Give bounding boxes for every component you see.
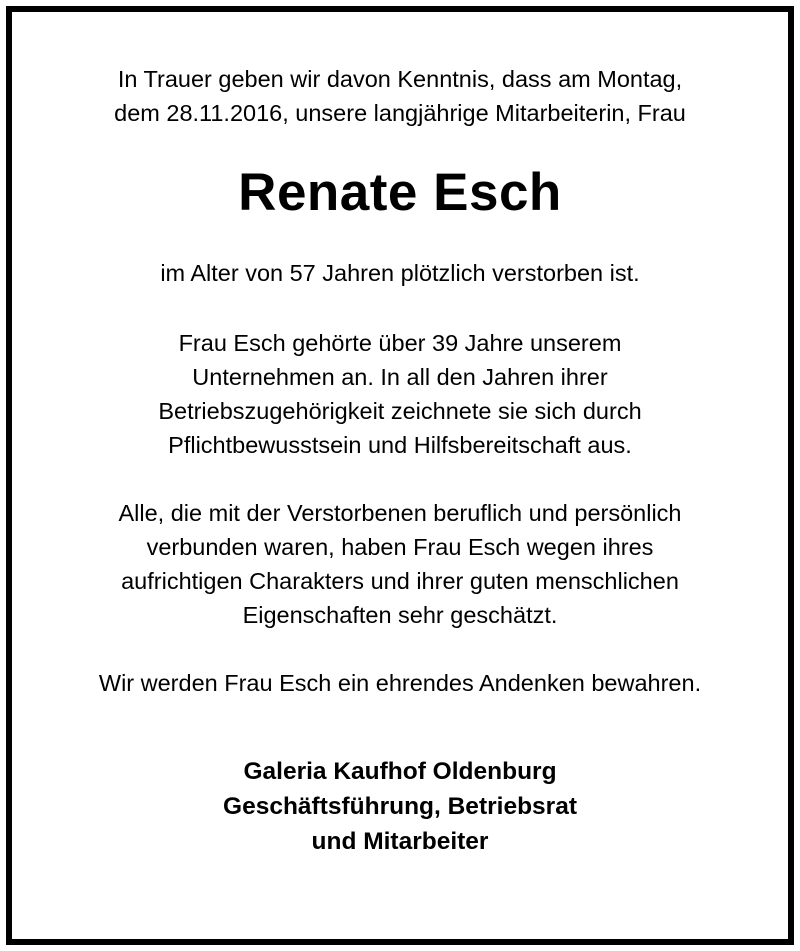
paragraph-line: Alle, die mit der Verstorbenen beruflich und persönlich	[118, 500, 682, 526]
paragraph-line: verbunden waren, haben Frau Esch wegen ihres	[146, 534, 654, 560]
intro-line: In Trauer geben wir davon Kenntnis, dass am Montag,	[117, 66, 683, 92]
paragraph-line: Frau Esch gehörte über 39 Jahre unserem	[178, 330, 622, 356]
paragraph-line: Eigenschaften sehr geschätzt.	[242, 602, 558, 628]
intro-line: dem 28.11.2016, unsere langjährige Mitarbeiterin, Frau	[114, 100, 686, 126]
character-paragraph	[0, 496, 800, 632]
service-paragraph	[0, 326, 800, 462]
intro-text	[0, 62, 800, 130]
remembrance-line: Wir werden Frau Esch ein ehrendes Andenken bewahren.	[98, 670, 702, 696]
paragraph-line: Unternehmen an. In all den Jahren ihrer	[192, 364, 608, 390]
age-statement: im Alter von 57 Jahren plötzlich verstorben ist.	[160, 260, 640, 286]
deceased-name: Renate Esch	[238, 163, 562, 222]
signature-management: Geschäftsführung, Betriebsrat	[223, 793, 577, 820]
signature-company: Galeria Kaufhof Oldenburg	[243, 758, 557, 785]
paragraph-line: Pflichtbewusstsein und Hilfsbereitschaft aus.	[168, 432, 632, 458]
signature-staff: und Mitarbeiter	[311, 828, 489, 855]
paragraph-line: Betriebszugehörigkeit zeichnete sie sich durch	[158, 398, 642, 424]
signature-block	[0, 754, 800, 859]
paragraph-line: aufrichtigen Charakters und ihrer guten menschlichen	[121, 568, 679, 594]
